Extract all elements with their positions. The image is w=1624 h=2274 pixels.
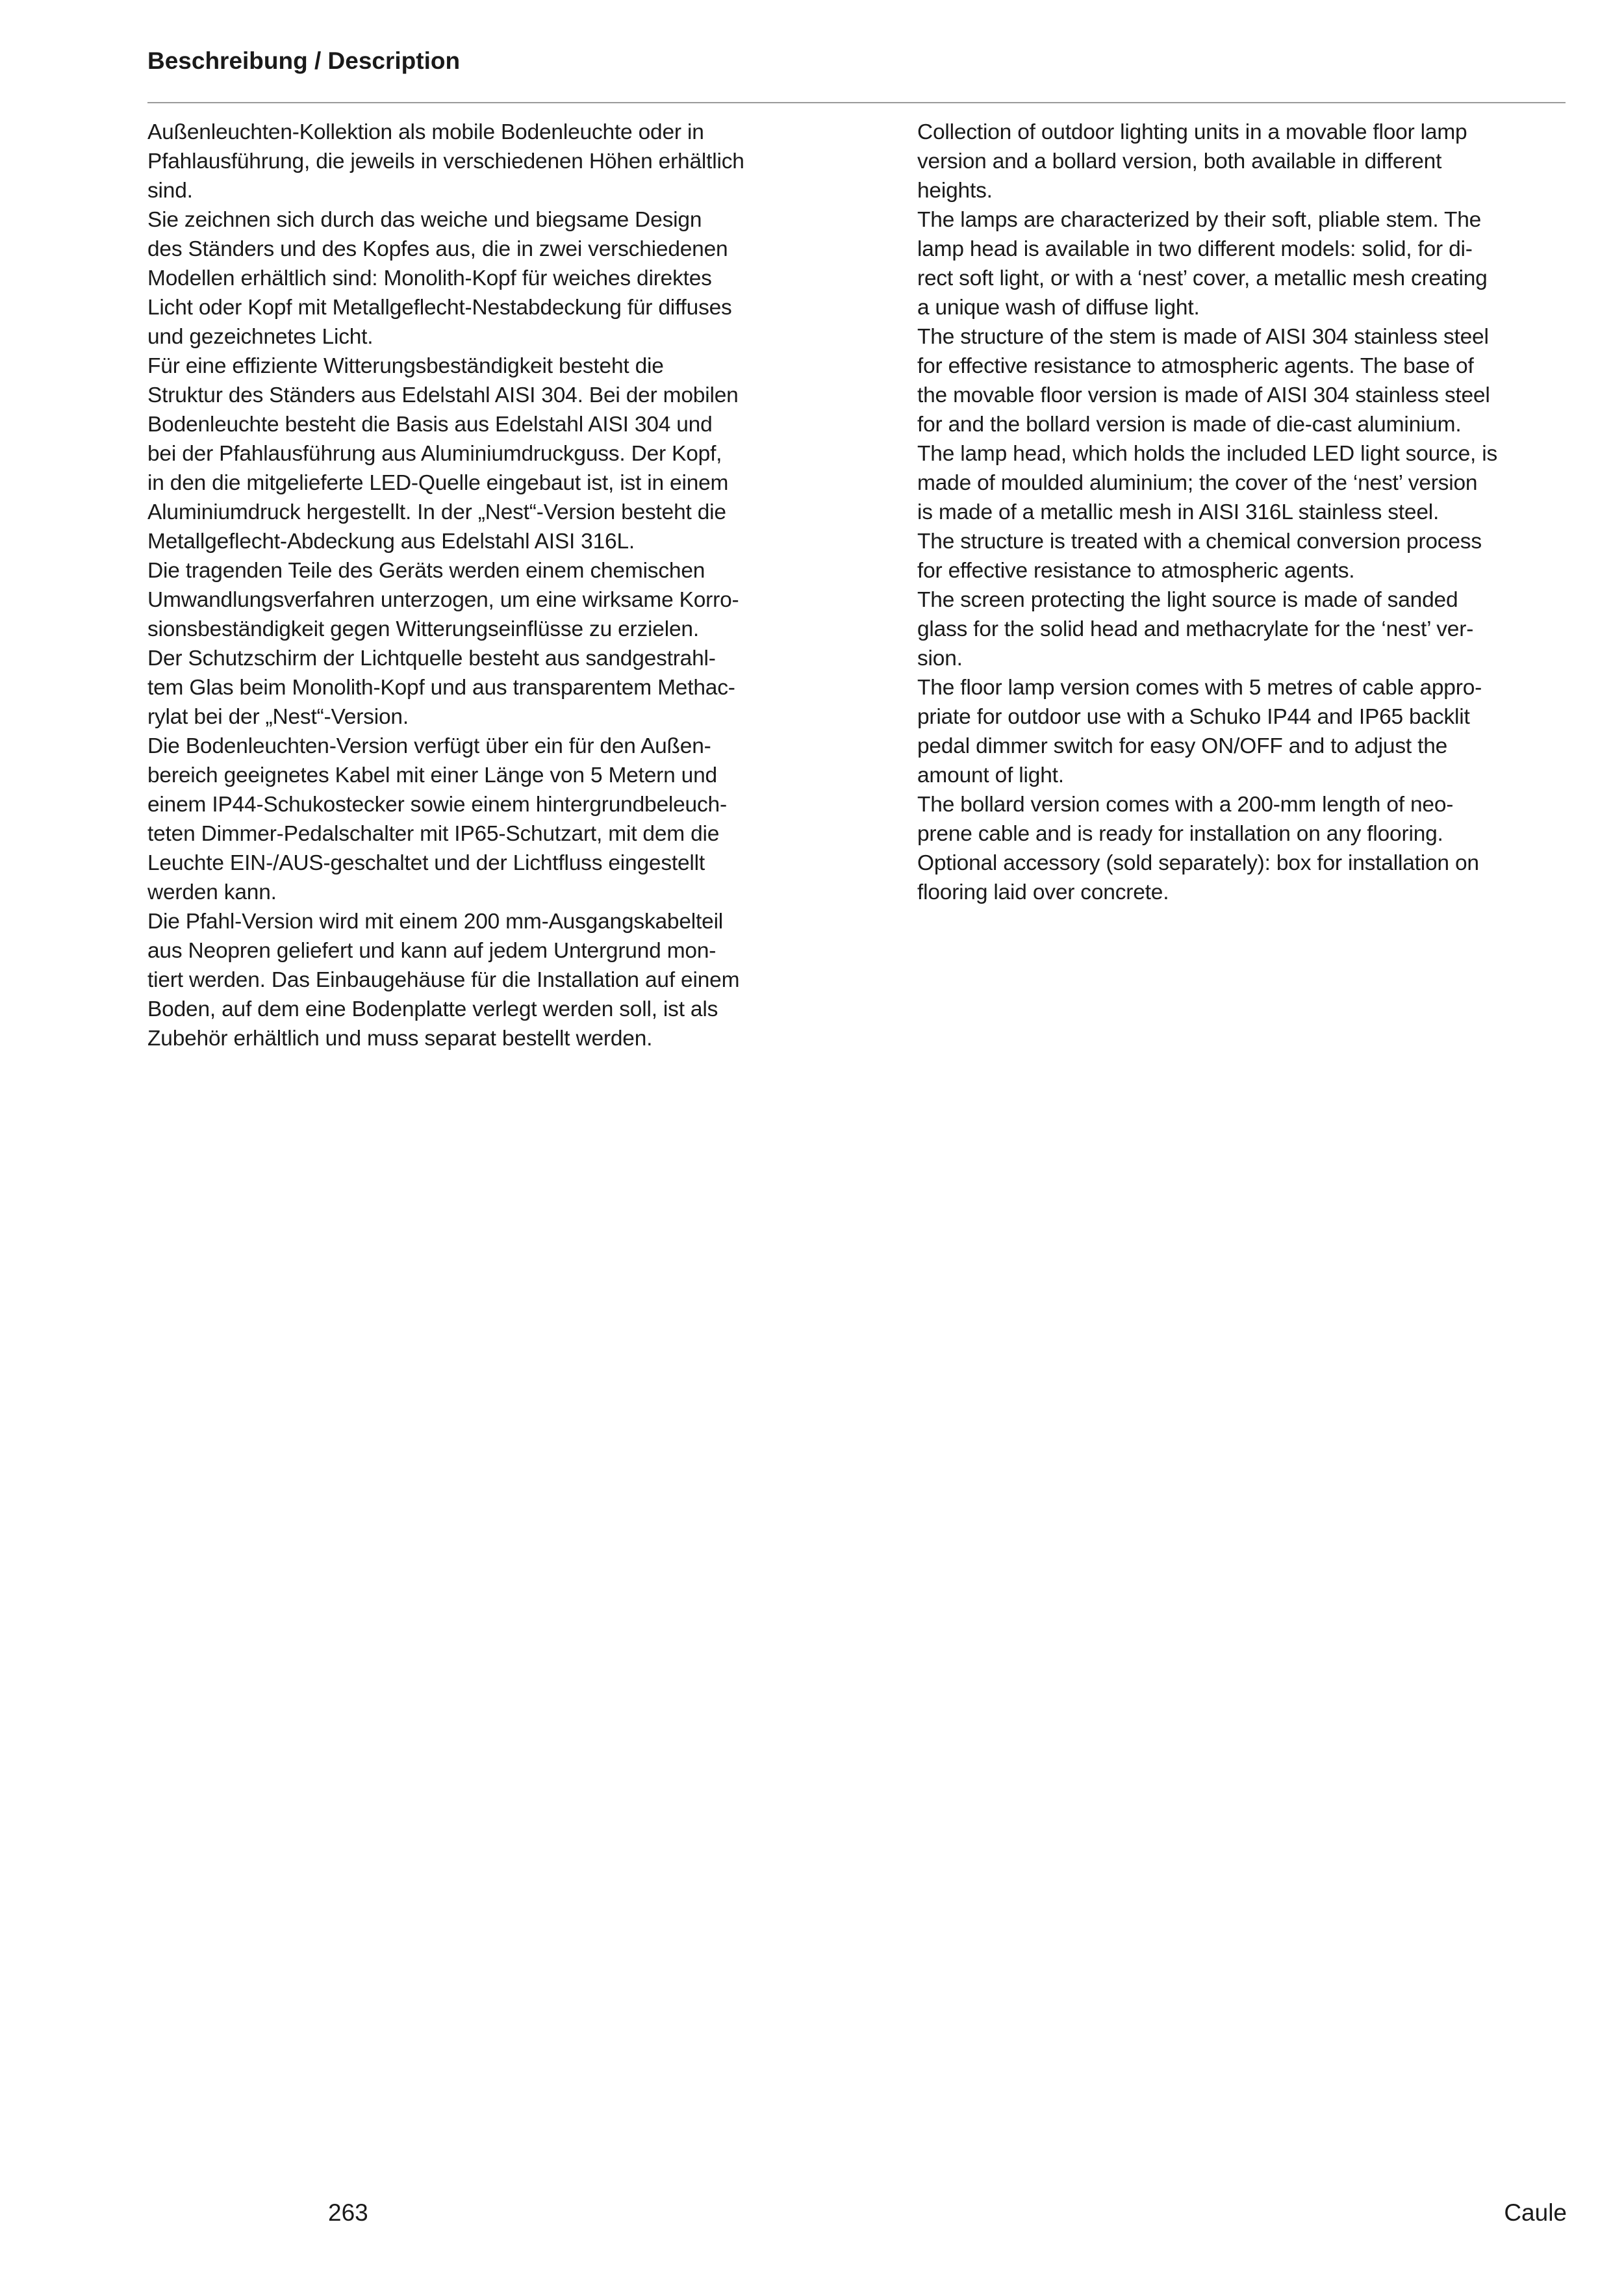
text-line: einem IP44-Schukostecker sowie einem hintergrundbeleuch-	[147, 793, 727, 817]
text-line: teten Dimmer-Pedalschalter mit IP65-Schutzart, mit dem die	[147, 822, 720, 846]
paragraph	[917, 118, 1567, 205]
text-line: The structure is treated with a chemical conversion process	[917, 530, 1482, 554]
text-line: The structure of the stem is made of AISI 304 stainless steel	[917, 325, 1489, 349]
text-line: pedal dimmer switch for easy ON/OFF and to adjust the	[917, 734, 1448, 758]
text-line: tem Glas beim Monolith-Kopf und aus transparentem Methac-	[147, 676, 735, 700]
text-line: Der Schutzschirm der Lichtquelle besteht aus sandgestrahl-	[147, 646, 716, 671]
text-line: bei der Pfahlausführung aus Aluminiumdruckguss. Der Kopf,	[147, 442, 722, 466]
text-line: Sie zeichnen sich durch das weiche und biegsame Design	[147, 208, 702, 232]
paragraph	[917, 527, 1567, 585]
page-number: 263	[328, 2199, 368, 2226]
text-line: Collection of outdoor lighting units in a movable floor lamp	[917, 120, 1467, 144]
text-line: Licht oder Kopf mit Metallgeflecht-Nestabdeckung für diffuses	[147, 296, 732, 320]
text-line: Leuchte EIN-/AUS-geschaltet und der Lichtfluss eingestellt	[147, 851, 705, 875]
paragraph	[147, 118, 830, 205]
text-line: rect soft light, or with a ‘nest’ cover, a metallic mesh creating	[917, 266, 1488, 290]
description-english	[917, 118, 1567, 907]
text-line: in den die mitgelieferte LED-Quelle eingebaut ist, ist in einem	[147, 471, 729, 495]
text-line: prene cable and is ready for installation on any flooring.	[917, 822, 1443, 846]
text-line: sind.	[147, 179, 193, 203]
text-line: sion.	[917, 646, 963, 671]
text-line: for effective resistance to atmospheric agents.	[917, 559, 1355, 583]
paragraph	[147, 732, 830, 907]
paragraph	[917, 322, 1567, 439]
text-line: Die Pfahl-Version wird mit einem 200 mm-Ausgangskabelteil	[147, 910, 724, 934]
paragraph	[147, 351, 830, 556]
text-line: Die Bodenleuchten-Version verfügt über ein für den Außen-	[147, 734, 711, 758]
text-line: Die tragenden Teile des Geräts werden einem chemischen	[147, 559, 705, 583]
page-title: Beschreibung / Description	[147, 47, 461, 74]
product-name: Caule	[1504, 2199, 1567, 2226]
header-divider	[147, 102, 1566, 103]
text-line: priate for outdoor use with a Schuko IP44 and IP65 backlit	[917, 705, 1470, 729]
text-line: Optional accessory (sold separately): box for installation on	[917, 851, 1479, 875]
text-line: des Ständers und des Kopfes aus, die in zwei verschiedenen	[147, 237, 728, 261]
text-line: tiert werden. Das Einbaugehäuse für die Installation auf einem	[147, 968, 740, 992]
text-line: Struktur des Ständers aus Edelstahl AISI 304. Bei der mobilen	[147, 383, 739, 407]
text-line: Boden, auf dem eine Bodenplatte verlegt werden soll, ist als	[147, 997, 718, 1021]
text-line: Umwandlungsverfahren unterzogen, um eine wirksame Korro-	[147, 588, 739, 612]
text-line: Außenleuchten-Kollektion als mobile Bodenleuchte oder in	[147, 120, 704, 144]
text-line: amount of light.	[917, 763, 1064, 787]
text-line: The screen protecting the light source is made of sanded	[917, 588, 1458, 612]
text-line: heights.	[917, 179, 993, 203]
text-line: The bollard version comes with a 200-mm length of neo-	[917, 793, 1454, 817]
text-line: flooring laid over concrete.	[917, 880, 1169, 904]
text-line: for effective resistance to atmospheric agents. The base of	[917, 354, 1474, 378]
text-line: Zubehör erhältlich und muss separat bestellt werden.	[147, 1027, 653, 1051]
paragraph	[147, 644, 830, 732]
text-line: rylat bei der „Nest“-Version.	[147, 705, 409, 729]
text-line: lamp head is available in two different models: solid, for di-	[917, 237, 1473, 261]
text-line: for and the bollard version is made of die-cast aluminium.	[917, 413, 1462, 437]
text-line: the movable floor version is made of AISI 304 stainless steel	[917, 383, 1490, 407]
text-line: version and a bollard version, both available in different	[917, 149, 1442, 173]
paragraph	[147, 556, 830, 644]
paragraph	[917, 585, 1567, 673]
text-line: a unique wash of diffuse light.	[917, 296, 1200, 320]
text-line: werden kann.	[147, 880, 277, 904]
text-line: und gezeichnetes Licht.	[147, 325, 374, 349]
text-line: Aluminiumdruck hergestellt. In der „Nest“-Version besteht die	[147, 500, 726, 524]
paragraph	[147, 205, 830, 351]
description-german	[147, 118, 830, 1053]
text-line: aus Neopren geliefert und kann auf jedem Untergrund mon-	[147, 939, 717, 963]
text-line: made of moulded aluminium; the cover of the ‘nest’ version	[917, 471, 1478, 495]
text-line: glass for the solid head and methacrylate for the ‘nest’ ver-	[917, 617, 1474, 641]
text-line: The lamp head, which holds the included LED light source, is	[917, 442, 1498, 466]
paragraph	[147, 907, 830, 1053]
text-line: is made of a metallic mesh in AISI 316L stainless steel.	[917, 500, 1440, 524]
text-line: The lamps are characterized by their soft, pliable stem. The	[917, 208, 1482, 232]
paragraph	[917, 790, 1567, 849]
paragraph	[917, 673, 1567, 790]
text-line: bereich geeignetes Kabel mit einer Länge von 5 Metern und	[147, 763, 717, 787]
paragraph	[917, 205, 1567, 322]
paragraph	[917, 439, 1567, 527]
text-line: Metallgeflecht-Abdeckung aus Edelstahl AISI 316L.	[147, 530, 635, 554]
text-line: sionsbeständigkeit gegen Witterungseinflüsse zu erzielen.	[147, 617, 699, 641]
text-line: The floor lamp version comes with 5 metres of cable appro-	[917, 676, 1482, 700]
paragraph	[917, 849, 1567, 907]
text-line: Pfahlausführung, die jeweils in verschiedenen Höhen erhältlich	[147, 149, 744, 173]
text-line: Modellen erhältlich sind: Monolith-Kopf für weiches direktes	[147, 266, 712, 290]
text-line: Bodenleuchte besteht die Basis aus Edelstahl AISI 304 und	[147, 413, 713, 437]
text-line: Für eine effiziente Witterungsbeständigkeit besteht die	[147, 354, 664, 378]
